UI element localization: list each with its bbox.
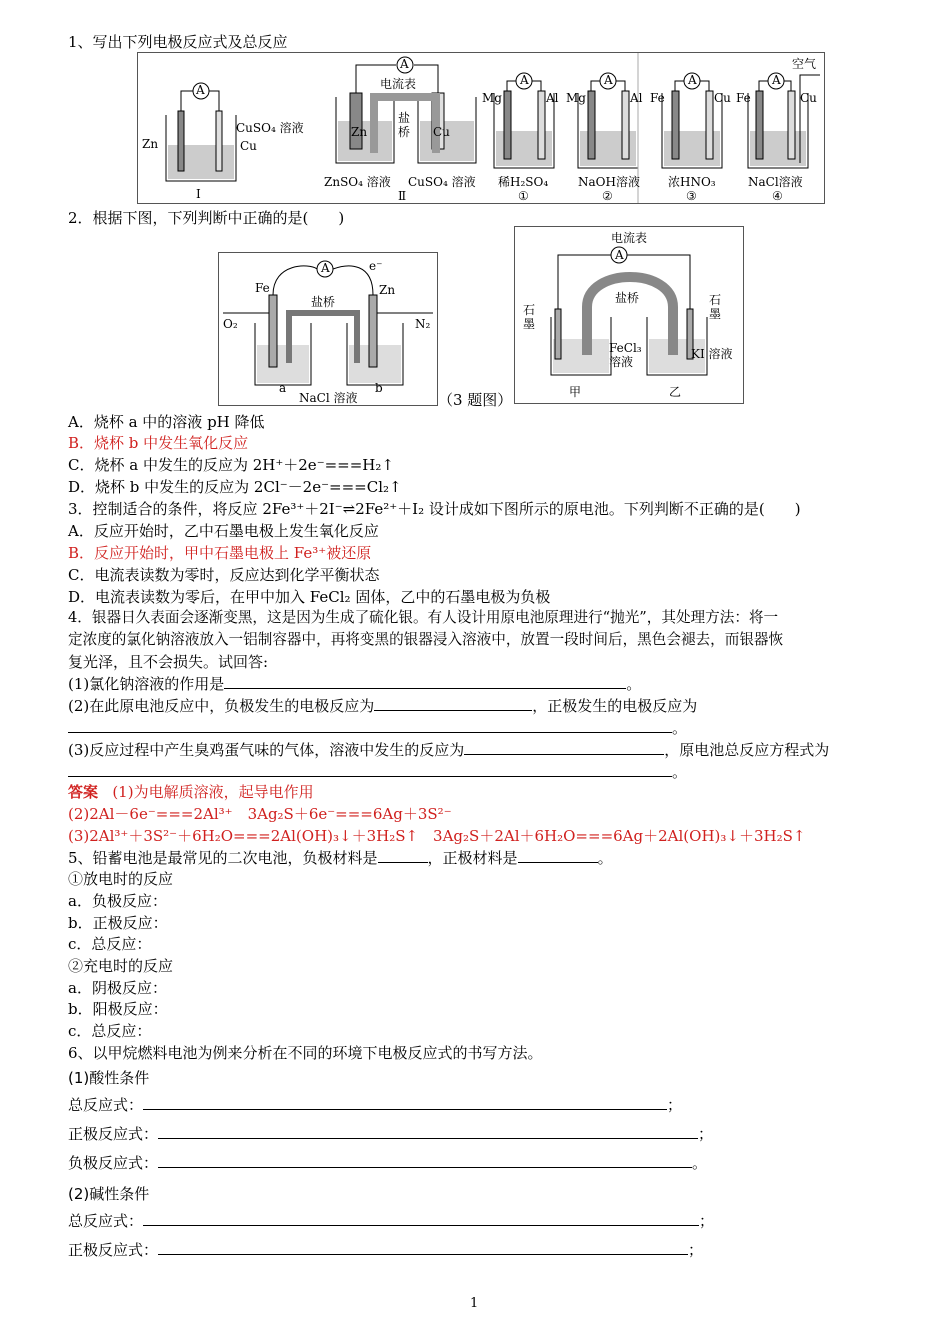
q4-answer1-text: (1)为电解质溶液，起导电作用 <box>112 783 314 801</box>
q4-line2: 定浓度的氯化钠溶液放入一铝制容器中，再将变黑的银器浸入溶液中，放置一段时间后，黑色会褪去，而银器恢 <box>68 631 784 648</box>
q2-label-b: b <box>375 381 383 395</box>
q3-option-d: D．电流表读数为零后，在甲中加入 FeCl₂ 固体，乙中的石墨电极为负极 <box>68 588 551 606</box>
q4-answer2: (2)2Al－6e⁻===2Al³⁺ 3Ag₂S＋6e⁻===6Ag＋3S²⁻ <box>68 805 452 823</box>
q6-alkaline-positive-label: 正极反应式： <box>68 1241 159 1259</box>
q4-line1: 4．银器日久表面会逐渐变黑，这是因为生成了硫化银。有人设计用原电池原理进行“抛光”，其处理方法：将一 <box>68 609 779 626</box>
q6-acid-total-semi: ； <box>667 1096 683 1114</box>
q3-title: 3．控制适合的条件，将反应 2Fe³⁺＋2I⁻⇌2Fe²⁺＋I₂ 设计成如下图所示的原电池。下列判断不正确的是( ) <box>68 500 801 518</box>
q4-part3-line2 <box>68 762 687 782</box>
q1-label-cu-2: Cu <box>433 125 450 139</box>
q1-label-cuso4-1: CuSO₄ 溶液 <box>236 121 304 135</box>
q5-charge: ②充电时的反应 <box>68 957 174 975</box>
q3-label-fecl3: FeCl₃溶液 <box>609 341 642 369</box>
q2-option-c: C．烧杯 a 中发生的反应为 2H⁺＋2e⁻===H₂↑ <box>68 456 394 474</box>
q4-part2 <box>68 696 697 716</box>
q3-option-a: A．反应开始时，乙中石墨电极上发生氧化反应 <box>68 522 379 540</box>
q4-part1 <box>68 674 641 694</box>
q2-label-a: a <box>279 381 287 395</box>
q1-label-h2so4: 稀H₂SO₄ <box>498 175 549 189</box>
q3-option-c: C．电流表读数为零时，反应达到化学平衡状态 <box>68 566 380 584</box>
q1-label-znso4: ZnSO₄ 溶液 <box>324 175 391 189</box>
q4-part1-blank[interactable] <box>224 674 626 689</box>
q4-part3-blank-solution[interactable] <box>464 740 664 755</box>
q1-label-fe-1: Fe <box>650 91 665 105</box>
q6-acid-negative <box>68 1153 707 1173</box>
q3-label-meter: 电流表 <box>611 231 648 245</box>
q5-charge-b: b．阳极反应： <box>68 1000 168 1018</box>
q3-option-b: B．反应开始时，甲中石墨电极上 Fe³⁺被还原 <box>68 544 372 562</box>
q6-acid-total <box>68 1095 682 1115</box>
q1-ammeter-5: A <box>688 73 697 87</box>
q3-label-jia: 甲 <box>569 385 582 399</box>
q1-label-I: Ⅰ <box>196 187 201 201</box>
q2-option-d: D．烧杯 b 中发生的反应为 2Cl⁻－2e⁻===Cl₂↑ <box>68 478 402 496</box>
q6-acid-positive <box>68 1124 713 1144</box>
q6-alkaline-total-blank[interactable] <box>143 1211 699 1226</box>
q5-discharge: ①放电时的反应 <box>68 870 174 888</box>
q1-label-II: Ⅱ <box>398 189 407 203</box>
q5-text-b: ，正极材料是 <box>427 849 518 867</box>
q1-label-cu-3: Cu <box>714 91 731 105</box>
q1-label-fe-2: Fe <box>736 91 751 105</box>
q1-label-cu-4: Cu <box>800 91 817 105</box>
q5-charge-a: a．阴极反应： <box>68 979 167 997</box>
q1-label-saltbridge: 盐桥 <box>398 111 411 139</box>
q3-label-graphite-right: 石墨 <box>709 293 722 321</box>
q6-acid-negative-end: 。 <box>692 1154 708 1172</box>
q4-part2-period: 。 <box>672 719 688 737</box>
q6-alkaline-total-label: 总反应式： <box>68 1212 144 1230</box>
q1-label-n3: ③ <box>686 189 697 203</box>
q6-alkaline-positive-semi: ； <box>688 1241 704 1259</box>
q5-line1 <box>68 848 613 868</box>
q5-discharge-c: c．总反应： <box>68 935 152 953</box>
q2-figure <box>218 252 438 406</box>
q6-alkaline-positive-blank[interactable] <box>158 1240 688 1255</box>
q6-alkaline-positive <box>68 1240 703 1260</box>
q6-alkaline-total-semi: ； <box>699 1212 715 1230</box>
q3-figure <box>514 226 744 404</box>
q4-answer-label: 答案 <box>68 783 99 801</box>
q4-part3-text-b: ，原电池总反应方程式为 <box>664 741 830 759</box>
q1-label-mg-1: Mg <box>482 91 502 105</box>
q2-option-b: B．烧杯 b 中发生氧化反应 <box>68 434 249 452</box>
q3-ammeter: A <box>615 248 624 262</box>
q5-blank-positive[interactable] <box>518 848 598 863</box>
q4-part2-line2 <box>68 718 687 738</box>
q1-label-hno3: 浓HNO₃ <box>668 175 716 189</box>
q1-label-nacl: NaCl溶液 <box>748 175 803 189</box>
q6-alkaline-total <box>68 1211 714 1231</box>
q5-blank-negative[interactable] <box>378 848 428 863</box>
q1-label-al-2: Al <box>630 91 643 105</box>
q6-acid-heading: (1)酸性条件 <box>68 1069 150 1087</box>
q4-part2-text-b: ，正极发生的电极反应为 <box>532 697 698 715</box>
q3-label-yi: 乙 <box>669 385 682 399</box>
q5-text-c: 。 <box>597 849 613 867</box>
q2-label-o2: O₂ <box>223 317 238 331</box>
q1-label-n1: ① <box>518 189 529 203</box>
q1-ammeter-2: A <box>400 57 409 71</box>
q1-label-naoh: NaOH溶液 <box>578 175 640 189</box>
q2-option-a: A．烧杯 a 中的溶液 pH 降低 <box>68 413 265 431</box>
q3-label-graphite-left: 石墨 <box>523 303 536 331</box>
q2-label-electron: e⁻ <box>369 259 383 273</box>
q4-answer3: (3)2Al³⁺＋3S²⁻＋6H₂O===2Al(OH)₃↓＋3H₂S↑ 3Ag₂S＋2Al＋6H₂O===6Ag＋2Al(OH)₃↓＋3H₂S↑ <box>68 827 806 845</box>
q2-label-n2: N₂ <box>415 317 431 331</box>
q2-ammeter: A <box>321 261 330 275</box>
q6-acid-positive-semi: ； <box>698 1125 714 1143</box>
q4-part2-blank-positive[interactable] <box>68 718 672 733</box>
q4-answer1 <box>68 782 314 802</box>
q1-ammeter-4: A <box>604 73 613 87</box>
q3-label-ki: KI 溶液 <box>691 347 733 361</box>
q6-acid-positive-label: 正极反应式： <box>68 1125 159 1143</box>
page-number: 1 <box>470 1296 479 1311</box>
q2-title: 2．根据下图，下列判断中正确的是( ) <box>68 209 345 227</box>
q1-label-mg-2: Mg <box>566 91 586 105</box>
q2-label-fe: Fe <box>255 281 270 295</box>
q6-alkaline-heading: (2)碱性条件 <box>68 1185 150 1203</box>
q6-acid-negative-label: 负极反应式： <box>68 1154 159 1172</box>
q4-part3-period: 。 <box>672 763 688 781</box>
q1-ammeter-3: A <box>520 73 529 87</box>
q2-label-saltbridge: 盐桥 <box>311 295 336 309</box>
q1-label-cu-1: Cu <box>240 139 257 153</box>
q1-label-al-1: Al <box>546 91 559 105</box>
q1-label-air: 空气 <box>792 57 817 71</box>
q5-charge-c: c．总反应： <box>68 1022 152 1040</box>
q1-label-cuso4-2: CuSO₄ 溶液 <box>408 175 476 189</box>
q5-text-a: 5、铅蓄电池是最常见的二次电池，负极材料是 <box>68 849 378 867</box>
q5-discharge-b: b．正极反应： <box>68 914 168 932</box>
q6-title: 6、以甲烷燃料电池为例来分析在不同的环境下电极反应式的书写方法。 <box>68 1044 543 1062</box>
q6-acid-negative-blank[interactable] <box>158 1153 692 1168</box>
q4-line3: 复光泽，且不会损失。试回答: <box>68 653 269 671</box>
q1-title: 1、写出下列电极反应式及总反应 <box>68 33 288 51</box>
q4-part2-blank-negative[interactable] <box>374 696 532 711</box>
q4-part1-text: (1)氯化钠溶液的作用是 <box>68 675 225 693</box>
q1-label-n4: ④ <box>772 189 783 203</box>
q1-label-meter: 电流表 <box>380 77 417 91</box>
q1-ammeter-6: A <box>772 73 781 87</box>
q2-label-nacl: NaCl 溶液 <box>299 391 358 405</box>
q4-part3 <box>68 740 829 760</box>
q1-label-zn-2: Zn <box>351 125 368 139</box>
q6-acid-total-label: 总反应式： <box>68 1096 144 1114</box>
q4-part2-text-a: (2)在此原电池反应中，负极发生的电极反应为 <box>68 697 375 715</box>
q2-diagram <box>219 253 437 405</box>
q1-ammeter-1: A <box>196 83 205 97</box>
q3-label-saltbridge: 盐桥 <box>615 291 640 305</box>
q4-part3-blank-total[interactable] <box>68 762 672 777</box>
q1-label-n2: ② <box>602 189 613 203</box>
q5-discharge-a: a．负极反应： <box>68 892 167 910</box>
q2-fig-caption: （3 题图） <box>438 391 513 409</box>
q4-part3-text-a: (3)反应过程中产生臭鸡蛋气味的气体，溶液中发生的反应为 <box>68 741 465 759</box>
q6-acid-positive-blank[interactable] <box>158 1124 698 1139</box>
q1-figure <box>137 52 825 204</box>
q2-label-zn: Zn <box>379 283 396 297</box>
q6-acid-total-blank[interactable] <box>143 1095 667 1110</box>
q4-part1-period: 。 <box>626 675 642 693</box>
q1-label-zn-1: Zn <box>142 137 159 151</box>
